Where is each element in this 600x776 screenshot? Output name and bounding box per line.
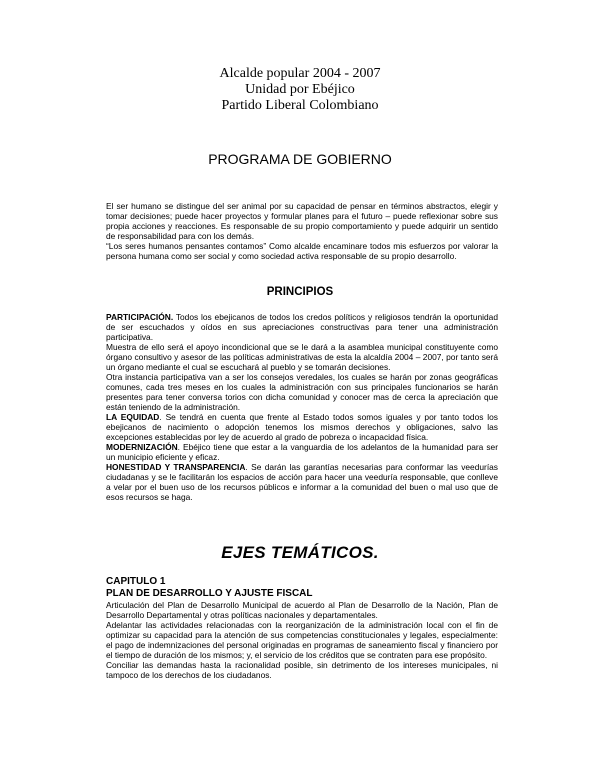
honestidad-label: HONESTIDAD Y TRANSPARENCIA: [106, 462, 246, 472]
modernizacion-label: MODERNIZACIÓN: [106, 442, 178, 452]
header-line-movement: Unidad por Ebéjico: [245, 82, 355, 97]
equidad-label: LA EQUIDAD: [106, 412, 160, 422]
intro-paragraph-quote: “Los seres humanos pensantes contamos” Como alcalde encaminare todos mis esfuerzos por valorar la persona humana como ser social y como sociedad activa responsable de su propio desarrollo.: [106, 241, 498, 261]
capitulo-paragraph-conciliar: Conciliar las demandas hasta la racionalidad posible, sin detrimento de los intereses municipales, ni tampoco de los derechos de los ciudadanos.: [106, 660, 498, 680]
equidad-paragraph: [106, 412, 498, 442]
modernizacion-paragraph: [106, 442, 498, 462]
equidad-text: . Se tendrá en cuenta que frente al Estado todos somos iguales y por tanto todos los ebejicanos de nacimiento o adopción tenemos los mismos derechos y obligaciones, salvo las excepciones establecidas por ley de acuerdo al grado de pobreza o incapacidad física.: [106, 412, 498, 442]
honestidad-text: . Se darán las garantías necesarias para conformar las veedurías ciudadanas y se le facilitarán los espacios de acción para hacer una veeduría responsable, que conlleve a velar por el buen uso de los recursos públicos e informar a la comunidad del buen o mal uso que de esos recursos se haga.: [106, 462, 498, 502]
document-header: [0, 66, 600, 114]
participacion-text: Todos los ebejicanos de todos los credos políticos y religiosos tendrán la oportunidad de ser escuchados y oídos en sus apreciaciones constructivas para tener una administración participativa.: [106, 312, 498, 342]
principios-heading: PRINCIPIOS: [266, 286, 334, 298]
honestidad-paragraph: [106, 462, 498, 502]
participacion-label: PARTICIPACIÓN.: [106, 312, 174, 322]
consejos-paragraph: Otra instancia participativa van a ser los consejos veredales, los cuales se harán por zonas geográficas comunes, cada tres meses en los cuales la administración con sus principales funcionarios se harán presentes para tener conversa torios con dicha comunidad y conocer mas de cerca la apreciación que están teniendo de la administración.: [106, 372, 498, 412]
intro-paragraph: El ser humano se distingue del ser animal por su capacidad de pensar en términos abstractos, elegir y tomar decisiones; puede hacer proyectos y formular planes para el futuro – puede reflexionar sobre sus propia acciones y reacciones. Es responsable de su propio comportamiento y puede adquirir un sentido de responsabilidad para con los demás.: [106, 201, 498, 241]
header-line-party: Partido Liberal Colombiano: [221, 98, 379, 113]
intro-section: [106, 201, 498, 261]
capitulo-number: CAPITULO 1: [106, 576, 166, 587]
capitulo-paragraph-articulacion: Articulación del Plan de Desarrollo Municipal de acuerdo al Plan de Desarrollo de la Nación, Plan de Desarrollo Departamental y otras políticas nacionales y departamentales.: [106, 600, 498, 620]
capitulo-paragraph-reorganizacion: Adelantar las actividades relacionadas con la reorganización de la administración local con el fin de optimizar su capacidad para la atención de sus competencias constitucionales y legales, especialmente: el pago de indemnizaciones del personal originadas en programas de saneamiento fiscal y financiero por el tiempo de duración de los mismos; y, el servicio de los créditos que se contraten para ese propósito.: [106, 620, 498, 660]
modernizacion-text: . Ebéjico tiene que estar a la vanguardia de los adelantos de la humanidad para ser un municipio eficiente y eficaz.: [106, 442, 498, 462]
header-line-candidate: Alcalde popular 2004 - 2007: [219, 66, 381, 81]
document-title: PROGRAMA DE GOBIERNO: [208, 151, 392, 167]
capitulo-section: [106, 600, 498, 680]
ejes-tematicos-heading: EJES TEMÁTICOS.: [221, 543, 379, 562]
principios-section: [106, 312, 498, 502]
participacion-paragraph: [106, 312, 498, 342]
capitulo-heading: [106, 576, 498, 600]
muestra-paragraph: Muestra de ello será el apoyo incondicional que se le dará a la asamblea municipal constituyente como órgano consultivo y asesor de las políticas administrativas de esta la alcaldía 2004 – 2007, por tanto será un órgano mediante el cual se escuchará al pueblo y se tomarán decisiones.: [106, 342, 498, 372]
capitulo-title: PLAN DE DESARROLLO Y AJUSTE FISCAL: [106, 588, 313, 599]
